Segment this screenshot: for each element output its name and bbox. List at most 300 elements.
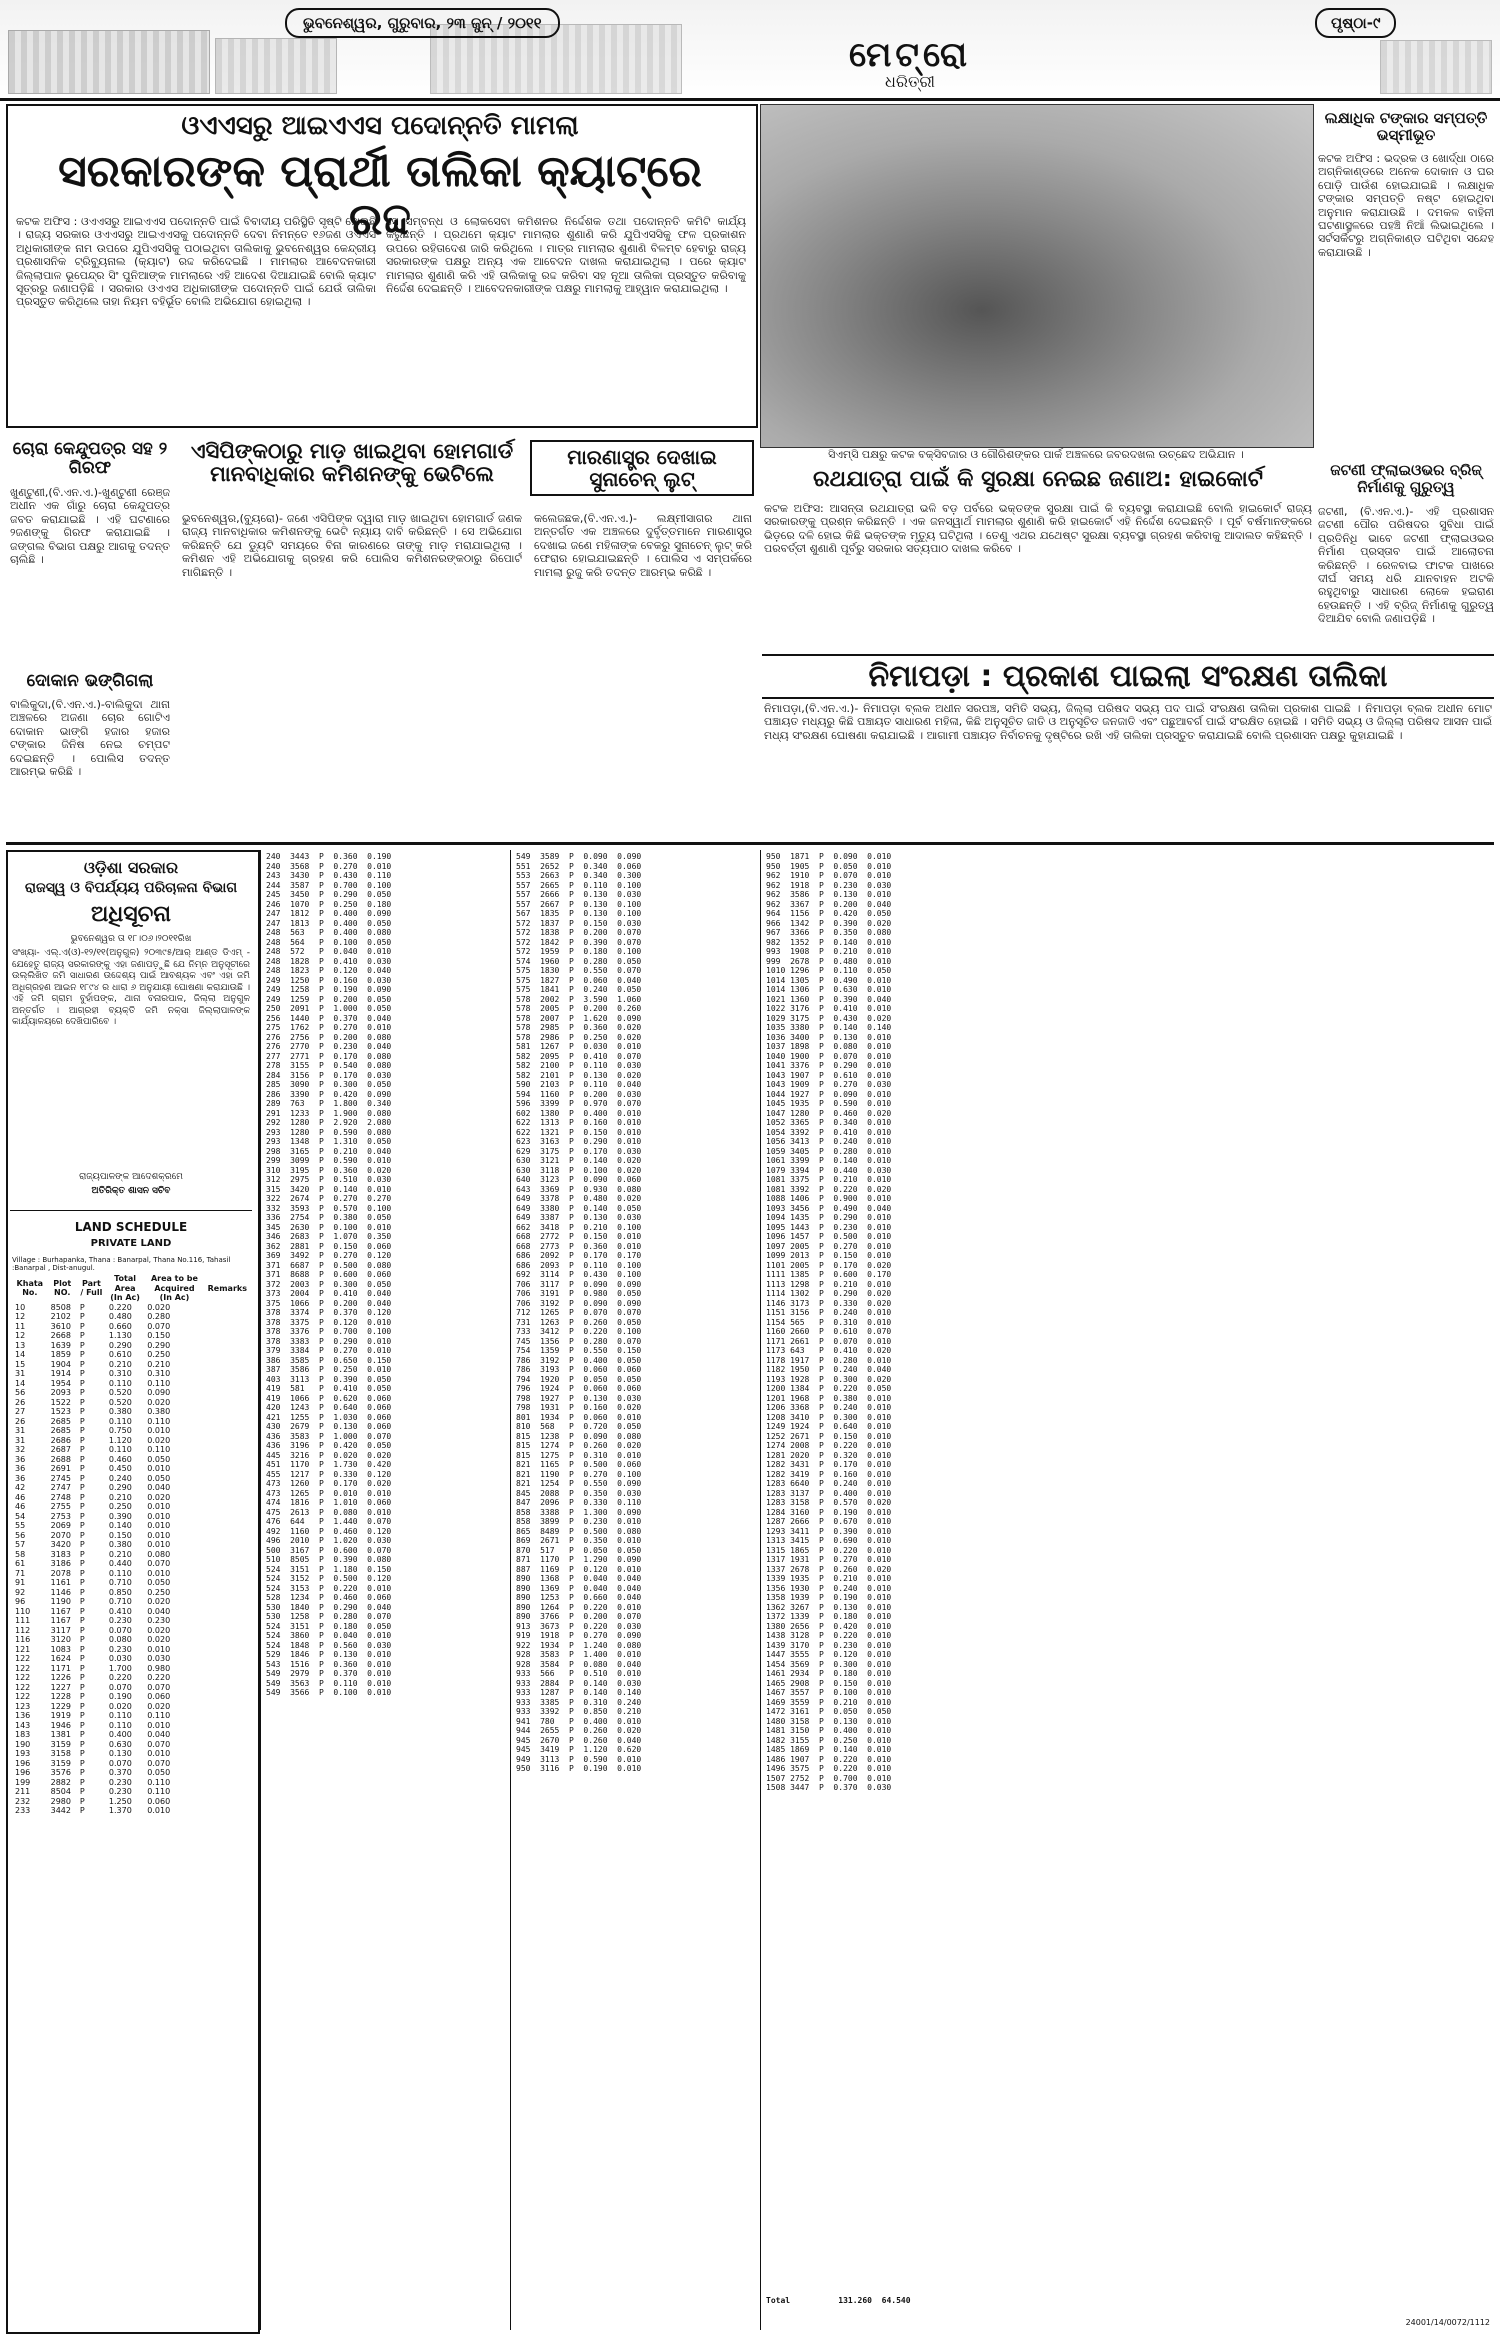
table-cell: 0.060 [147,1796,171,1806]
table-cell: P [79,1730,85,1739]
schedule-line: 933 2884 P 0.140 0.030 [516,1678,642,1688]
table-cell: 0.290 [147,1340,171,1350]
schedule-line: 1111 1385 P 0.600 0.170 [766,1270,892,1279]
temple-illustration-2 [215,38,337,94]
schedule-line: 582 2101 P 0.130 0.020 [516,1070,642,1080]
schedule-line: 1021 1360 P 0.390 0.040 [766,994,892,1004]
schedule-line: 966 1342 P 0.390 0.020 [766,918,892,928]
table-cell: 8504 [50,1787,71,1796]
table-cell [205,1360,250,1370]
schedule-line: 649 3387 P 0.130 0.030 [516,1213,642,1222]
table-cell: 58 [15,1549,26,1559]
table-cell [205,1464,250,1474]
table-cell: P [79,1806,85,1815]
schedule-line: 275 1762 P 0.270 0.010 [266,1023,392,1032]
schedule-line: 249 1259 P 0.200 0.050 [266,994,392,1004]
table-cell [205,1692,250,1702]
schedule-line: 964 1156 P 0.420 0.050 [766,909,892,918]
table-cell [205,1787,250,1797]
table-row [12,1455,250,1465]
schedule-line: 474 1816 P 1.010 0.060 [266,1498,392,1507]
schedule-line: 890 1369 P 0.040 0.040 [516,1583,642,1593]
table-row [12,1806,250,1816]
table-row [12,1369,250,1379]
table-cell: 196 [15,1758,31,1768]
table-cell [205,1721,250,1731]
table-row [12,1664,250,1674]
table-cell: 46 [15,1502,26,1511]
schedule-line: 1358 1939 P 0.190 0.010 [766,1593,892,1602]
table-cell [205,1607,250,1617]
table-cell: 0.040 [147,1606,171,1616]
table-cell [205,1407,250,1417]
chain-snatch-headline: ମାରଣାସ୍ତ୍ର ଦେଖାଇ ସୁନାଚେନ୍ ଲୁଟ୍ [530,440,754,496]
table-cell: 0.070 [147,1559,171,1568]
schedule-line: 256 1440 P 0.370 0.040 [266,1013,392,1023]
table-cell: 1523 [50,1407,71,1416]
table-cell: 0.010 [147,1806,171,1815]
schedule-line: 919 1918 P 0.270 0.090 [516,1631,642,1640]
table-row [12,1797,250,1807]
table-cell: 0.060 [147,1692,171,1701]
table-cell [205,1303,250,1313]
schedule-line: 249 1258 P 0.190 0.090 [266,985,392,994]
table-cell: 36 [15,1454,26,1464]
table-cell: 0.660 [108,1321,132,1331]
schedule-line: 950 3116 P 0.190 0.010 [516,1764,642,1773]
schedule-line: 1356 1930 P 0.240 0.010 [766,1583,892,1593]
table-cell: 0.520 [108,1397,132,1407]
schedule-column-2 [266,852,504,2328]
table-cell [205,1654,250,1664]
table-cell: 0.310 [147,1369,171,1378]
notice-title-govt: ଓଡ଼ିଶା ସରକାର [83,858,179,877]
table-cell [205,1702,250,1712]
table-cell: 0.150 [108,1530,132,1540]
table-cell: P [79,1673,85,1682]
table-row [12,1654,250,1664]
table-cell: P [79,1378,85,1388]
schedule-line: 312 2975 P 0.510 0.030 [266,1175,392,1184]
table-cell: 0.010 [147,1502,171,1511]
schedule-line: 754 1359 P 0.550 0.150 [516,1346,642,1355]
schedule-line: 549 2979 P 0.370 0.010 [266,1669,392,1678]
table-header-cell: Khata No. [16,1278,44,1298]
section-divider [6,842,1494,845]
table-cell: P [79,1777,85,1787]
table-cell: 143 [15,1720,31,1730]
schedule-line: 869 2671 P 0.350 0.010 [516,1536,642,1545]
table-cell: 0.220 [108,1673,132,1682]
table-row [12,1692,250,1702]
table-cell [205,1398,250,1408]
table-cell: 2688 [50,1454,71,1464]
table-cell: 0.020 [147,1635,171,1644]
schedule-line: 1480 3158 P 0.130 0.010 [766,1716,892,1726]
table-header-row [12,1274,250,1303]
table-cell: 2093 [50,1388,71,1397]
table-cell: 0.210 [108,1549,132,1559]
schedule-line: 451 1170 P 1.730 0.420 [266,1460,392,1469]
table-cell: 0.110 [108,1720,132,1730]
table-cell: 1161 [50,1578,71,1587]
table-cell [205,1569,250,1579]
table-cell: 12 [15,1312,26,1321]
table-cell: 0.020 [147,1397,171,1407]
schedule-line: 640 3123 P 0.090 0.060 [516,1175,642,1184]
table-cell [205,1711,250,1721]
table-cell [205,1759,250,1769]
table-header-cell: Part / Full [80,1278,103,1298]
table-cell: 0.230 [147,1616,171,1625]
table-cell: 122 [15,1682,31,1692]
table-cell: 0.050 [147,1473,171,1483]
table-cell: P [79,1559,85,1568]
schedule-line: 1200 1384 P 0.220 0.050 [766,1384,892,1393]
table-row [12,1464,250,1474]
schedule-line: 602 1380 P 0.400 0.010 [516,1108,642,1118]
schedule-line: 922 1934 P 1.240 0.080 [516,1640,642,1650]
table-cell: 1226 [50,1673,71,1682]
schedule-line: 243 3430 P 0.430 0.110 [266,871,392,880]
table-cell: 2069 [50,1521,71,1530]
schedule-line: 419 1066 P 0.620 0.060 [266,1393,392,1403]
table-cell [205,1559,250,1569]
schedule-line: 245 3450 P 0.290 0.050 [266,890,392,899]
table-cell: 0.110 [147,1777,171,1787]
table-cell: 0.230 [108,1644,132,1654]
chain-snatch-body: କଲେଜଛକ,(ବି.ଏନ.ଏ.)- ଲକ୍ଷ୍ମୀସାଗର ଥାନା ଅନ୍ତର୍ଗତ ଏକ ଅଞ୍ଚଳରେ ଦୁର୍ବୃତ୍ତମାନେ ମାରଣାସ୍ତ୍ର ଦେଖାଇ ଜଣେ ମହିଳାଙ୍କ ବେକରୁ ସୁନାଚେନ୍ ଲୁଟ୍ କରି ଫେରାର ହୋଇଯାଇଛନ୍ତି । ପୋଲିସ ଏ ସମ୍ପର୍କରେ ମାମଲା ରୁଜୁ କରି ତଦନ୍ତ ଆରମ୍ଭ କରିଛି । [534,512,752,579]
table-cell: 2078 [50,1568,71,1578]
table-cell: 0.190 [108,1692,132,1701]
schedule-line: 578 2002 P 3.590 1.060 [516,994,642,1004]
schedule-line: 1485 1869 P 0.140 0.010 [766,1745,892,1754]
schedule-line: 240 3443 P 0.360 0.190 [266,852,392,861]
table-cell [205,1445,250,1455]
nimapada-body: ନିମାପଡ଼ା,(ବି.ଏନ.ଏ.)- ନିମାପଡ଼ା ବ୍ଲକ ଅଧୀନ ସରପଞ୍ଚ, ସମିତି ସଭ୍ୟ, ଜିଲ୍ଲା ପରିଷଦ ସଭ୍ୟ ପଦ ପାଇଁ ସଂରକ୍ଷଣ ତାଲିକା ପ୍ରକାଶ ପାଇଛି । ନିମାପଡ଼ା ବ୍ଲକ ଅଧୀନ ମୋଟ ପଞ୍ଚାୟତ ମଧ୍ୟରୁ କିଛି ପଞ୍ଚାୟତ ସାଧାରଣ ମହିଳା, କିଛି ଅନୁସୂଚିତ ଜାତି ଓ ଅନୁସୂଚିତ ଜନଜାତି ଏବଂ ପଛୁଆବର୍ଗ ପାଇଁ ସଂରକ୍ଷିତ ହୋଇଛି । ସମିତି ସଭ୍ୟ ଓ ଜିଲ୍ଲା ପରିଷଦ ଆସନ ପାଇଁ ମଧ୍ୟ ସଂରକ୍ଷଣ ଘୋଷଣା କରାଯାଇଛି । ଆଗାମୀ ପଞ୍ଚାୟତ ନିର୍ବାଚନକୁ ଦୃଷ୍ଟିରେ ରଖି ଏହି ତାଲିକା ପ୍ରସ୍ତୁତ କରାଯାଇଛି ବୋଲି ପ୍ରଶାସନ ପକ୍ଷରୁ କୁହାଯାଇଛି । [764,702,1492,742]
schedule-line: 1054 3392 P 0.410 0.010 [766,1127,892,1137]
schedule-line: 436 3196 P 0.420 0.050 [266,1441,392,1450]
newspaper-logo [760,36,1060,92]
schedule-line: 1438 3128 P 0.220 0.010 [766,1631,892,1640]
table-cell: P [79,1530,85,1540]
lead-body-right: ସେ ସମ୍ବନ୍ଧ ଓ ଲୋକସେବା କମିଶନର ନିର୍ଦ୍ଦେଶକ ତଥା ପଦୋନ୍ନତି କମିଟି କାର୍ଯ୍ୟ କରୁଛନ୍ତି । ପ୍ରଥମେ କ୍ୟାଟ ମାମଲାର ଶୁଣାଣି କରି ଯୁପିଏସସିକୁ ଫଳ ପ୍ରକାଶନ ଉପରେ ରହିତାଦେଶ ଜାରି କରିଥିଲେ । ମାତ୍ର ମାମଲାର ଶୁଣାଣି ବିଳମ୍ବ ହେବାରୁ ରାଜ୍ୟ ସରକାରଙ୍କ ପକ୍ଷରୁ ଅନ୍ୟ ଏକ ଆବେଦନ ଦାଖଲ କରାଯାଇଥିଲା । ପରେ କ୍ୟାଟ ମାମଲାର ଶୁଣାଣି କରି ଏହି ତାଲିକାକୁ ରଦ୍ଦ କରିବା ସହ ନୂଆ ତାଲିକା ପ୍ରସ୍ତୁତ କରିବାକୁ ନିର୍ଦ୍ଦେଶ ଦେଇଛନ୍ତି । ଆବେଦନକାରୀଙ୍କ ପକ୍ଷରୁ ମାମଲାକୁ ଆହ୍ୱାନ କରାଯାଇଥିଲା । [386,215,746,296]
table-row [12,1322,250,1332]
schedule-line: 248 564 P 0.100 0.050 [266,937,392,947]
dome-illustration [1380,40,1492,94]
table-row [12,1445,250,1455]
table-cell: P [79,1454,85,1464]
schedule-line: 524 3152 P 0.500 0.120 [266,1574,392,1583]
schedule-line: 582 2100 P 0.110 0.030 [516,1061,642,1070]
schedule-line: 1043 1907 P 0.610 0.010 [766,1070,892,1080]
rathayatra-body: କଟକ ଅଫିସ: ଆସନ୍ତା ରଥଯାତ୍ରା ଭଳି ବଡ଼ ପର୍ବରେ ଭକ୍ତଙ୍କ ସୁରକ୍ଷା ପାଇଁ କି ବ୍ୟବସ୍ଥା କରାଯାଇଛି ବୋଲି ହାଇକୋର୍ଟ ରାଜ୍ୟ ସରକାରଙ୍କୁ ପ୍ରଶ୍ନ କରିଛନ୍ତି । ଏକ ଜନସ୍ୱାର୍ଥ ମାମଲାର ଶୁଣାଣି କରି ହାଇକୋର୍ଟ ଏହି ନିର୍ଦ୍ଦେଶ ଦେଇଛନ୍ତି । ପୂର୍ବ ବର୍ଷମାନଙ୍କରେ ଭିଡ଼ରେ ଦଳି ହୋଇ କିଛି ଭକ୍ତଙ୍କ ମୃତ୍ୟୁ ଘଟିଥିଲା । ତେଣୁ ଏଥର ଯଥେଷ୍ଟ ସୁରକ୍ଷା ବ୍ୟବସ୍ଥା ଗ୍ରହଣ କରିବାକୁ ଆଦାଲତ କହିଛନ୍ତି । ପରବର୍ତ୍ତୀ ଶୁଣାଣି ପୂର୍ବରୁ ସରକାର ସତ୍ୟପାଠ ଦାଖଲ କରିବେ । [764,502,1312,556]
table-cell: 0.070 [147,1739,171,1749]
table-cell: 110 [15,1606,31,1616]
table-cell: 0.130 [108,1749,132,1758]
schedule-line: 706 3192 P 0.090 0.090 [516,1298,642,1308]
table-cell: 2980 [50,1796,71,1806]
schedule-line: 1496 3575 P 0.220 0.010 [766,1764,892,1773]
table-cell: 3117 [50,1625,71,1635]
table-cell [205,1597,250,1607]
table-cell: 0.230 [108,1787,132,1796]
schedule-line: 372 2003 P 0.300 0.050 [266,1279,392,1289]
table-cell: 0.050 [147,1768,171,1777]
table-row [12,1379,250,1389]
table-cell: 122 [15,1654,31,1663]
schedule-line: 796 1924 P 0.060 0.060 [516,1384,642,1393]
table-cell [205,1417,250,1427]
schedule-line: 668 2773 P 0.360 0.010 [516,1241,642,1251]
schedule-line: 662 3418 P 0.210 0.100 [516,1222,642,1232]
schedule-line: 524 3151 P 0.180 0.050 [266,1621,392,1631]
schedule-line: 967 3366 P 0.350 0.080 [766,928,892,937]
schedule-line: 945 3419 P 1.120 0.620 [516,1745,642,1754]
table-cell: 71 [15,1568,26,1578]
table-cell: P [79,1388,85,1397]
schedule-line: 284 3156 P 0.170 0.030 [266,1070,392,1080]
table-cell: 0.020 [147,1302,171,1312]
schedule-line: 524 3151 P 1.180 0.150 [266,1564,392,1574]
table-cell: 3159 [50,1758,71,1768]
table-header-cell: Remarks [207,1283,247,1293]
notice-order: ରାଜ୍ୟପାଳଙ୍କ ଆଦେଶକ୍ରମେ [79,1172,183,1182]
table-cell: P [79,1473,85,1483]
table-cell: 136 [15,1711,31,1720]
table-cell: P [79,1625,85,1635]
table-row [12,1521,250,1531]
schedule-line: 944 2655 P 0.260 0.020 [516,1726,642,1735]
schedule-line: 420 1243 P 0.640 0.060 [266,1403,392,1412]
table-cell: 1954 [50,1378,71,1388]
schedule-line: 982 1352 P 0.140 0.010 [766,937,892,947]
table-cell: 0.110 [147,1445,171,1454]
table-cell: 0.220 [147,1673,171,1682]
schedule-line: 524 3860 P 0.040 0.010 [266,1631,392,1640]
schedule-line: 575 1830 P 0.550 0.070 [516,966,642,975]
table-row [12,1768,250,1778]
schedule-line: 1439 3170 P 0.230 0.010 [766,1640,892,1650]
table-cell: P [79,1796,85,1806]
schedule-line: 1249 1924 P 0.640 0.010 [766,1422,892,1431]
schedule-line: 594 1160 P 0.200 0.030 [516,1089,642,1099]
table-cell: P [79,1416,85,1426]
table-cell [205,1664,250,1674]
schedule-line: 1099 2013 P 0.150 0.010 [766,1251,892,1260]
table-cell: 3186 [50,1559,71,1568]
table-cell [205,1540,250,1550]
schedule-line: 436 3583 P 1.000 0.070 [266,1431,392,1441]
table-cell: P [79,1616,85,1625]
table-cell: P [79,1321,85,1331]
table-cell: 92 [15,1587,26,1597]
schedule-line: 1461 2934 P 0.180 0.010 [766,1669,892,1678]
table-cell [205,1797,250,1807]
table-cell: P [79,1426,85,1435]
schedule-line: 949 3113 P 0.590 0.010 [516,1754,642,1764]
schedule-line: 649 3378 P 0.480 0.020 [516,1194,642,1203]
table-row [12,1597,250,1607]
table-cell: 2748 [50,1492,71,1502]
schedule-line: 557 2667 P 0.130 0.100 [516,899,642,909]
table-cell: 233 [15,1806,31,1815]
schedule-line: 999 2678 P 0.480 0.010 [766,956,892,966]
schedule-line: 962 1910 P 0.070 0.010 [766,871,892,880]
table-cell: P [79,1302,85,1312]
schedule-line: 244 3587 P 0.700 0.100 [266,880,392,890]
table-cell: P [79,1587,85,1597]
table-cell: 0.480 [108,1312,132,1321]
schedule-line: 928 3583 P 1.400 0.010 [516,1650,642,1659]
table-row [12,1569,250,1579]
table-cell: 0.020 [147,1701,171,1711]
schedule-line: 786 3193 P 0.060 0.060 [516,1365,642,1374]
table-cell: 1639 [50,1340,71,1350]
schedule-line: 1293 3411 P 0.390 0.010 [766,1526,892,1536]
table-cell: 3420 [50,1540,71,1549]
table-cell: 0.750 [108,1426,132,1435]
table-cell: 0.380 [108,1407,132,1416]
table-cell: 2685 [50,1416,71,1426]
table-cell: 0.110 [147,1416,171,1426]
table-cell: 0.230 [108,1616,132,1625]
table-cell: 1904 [50,1359,71,1369]
table-cell: P [79,1540,85,1549]
schedule-line: 403 3113 P 0.390 0.050 [266,1374,392,1384]
table-cell: 1624 [50,1654,71,1663]
table-cell [205,1730,250,1740]
schedule-line: 686 2093 P 0.110 0.100 [516,1260,642,1270]
table-cell: 1227 [50,1682,71,1692]
schedule-line: 1040 1900 P 0.070 0.010 [766,1051,892,1061]
table-cell: 0.010 [147,1720,171,1730]
table-cell: 0.070 [108,1625,132,1635]
schedule-line: 1193 1928 P 0.300 0.020 [766,1374,892,1384]
schedule-line: 276 2770 P 0.230 0.040 [266,1042,392,1051]
schedule-line: 578 2005 P 0.200 0.260 [516,1004,642,1013]
table-cell: 0.250 [108,1502,132,1511]
table-cell: 31 [15,1369,26,1378]
kendu-body: ଖୁଣ୍ଟୁଣୀ,(ବି.ଏନ.ଏ.)-ଖୁଣ୍ଟୁଣୀ ରେଞ୍ଜ ଅଧୀନ ଏକ ଗାଁରୁ ଚୋରା କେନ୍ଦୁପତ୍ର ଜବତ କରାଯାଇଛି । ଏହି ଘଟଣାରେ ୨ଜଣଙ୍କୁ ଗିରଫ କରାଯାଇଛି । ଜଙ୍ଗଲ ବିଭାଗ ପକ୍ଷରୁ ଆଗକୁ ତଦନ୍ତ ଚାଲିଛି । [10,486,170,567]
schedule-line: 821 1165 P 0.500 0.060 [516,1460,642,1469]
table-cell: 112 [15,1625,31,1635]
table-row [12,1616,250,1626]
schedule-line: 1035 3380 P 0.140 0.140 [766,1023,892,1032]
schedule-line: 950 1905 P 0.050 0.010 [766,861,892,871]
schedule-line: 1206 3368 P 0.240 0.010 [766,1403,892,1412]
table-cell: 57 [15,1540,26,1549]
table-cell: 1190 [50,1597,71,1606]
table-cell: 1859 [50,1350,71,1359]
schedule-line: 332 3593 P 0.570 0.100 [266,1203,392,1213]
notice-dateline: ଭୁବନେଶ୍ୱର ତା ୧୮।୦୬।୨୦୧୧ରିଖ [70,934,192,944]
schedule-line: 421 1255 P 1.030 0.060 [266,1412,392,1422]
table-cell [205,1588,250,1598]
table-cell: 1228 [50,1692,71,1701]
table-cell: 0.630 [108,1739,132,1749]
schedule-line: 1362 3267 P 0.130 0.010 [766,1602,892,1612]
schedule-line: 346 2683 P 1.070 0.350 [266,1232,392,1241]
notice-divider [10,1210,252,1211]
schedule-line: 551 2652 P 0.340 0.060 [516,861,642,871]
schedule-line: 1173 643 P 0.410 0.020 [766,1346,892,1355]
schedule-line: 299 3099 P 0.590 0.010 [266,1156,392,1165]
schedule-line: 815 1238 P 0.090 0.080 [516,1431,642,1441]
table-cell [205,1683,250,1693]
schedule-line: 668 2772 P 0.150 0.010 [516,1232,642,1241]
schedule-line: 1281 2020 P 0.320 0.010 [766,1450,892,1460]
table-cell: P [79,1749,85,1758]
table-cell [205,1341,250,1351]
table-cell [205,1322,250,1332]
table-cell: 0.210 [108,1359,132,1369]
schedule-line: 643 3369 P 0.930 0.080 [516,1184,642,1194]
schedule-line: 629 3175 P 0.170 0.030 [516,1146,642,1156]
table-row [12,1721,250,1731]
table-header-cell: Area to be Acquired (In Ac) [150,1274,198,1302]
table-cell: 1946 [50,1720,71,1730]
table-cell: 26 [15,1416,26,1426]
table-row [12,1749,250,1759]
table-cell: P [79,1340,85,1350]
table-cell: 0.110 [147,1378,171,1388]
table-cell [205,1455,250,1465]
temple-illustration [8,30,210,94]
table-cell: 2691 [50,1464,71,1473]
table-cell: P [79,1597,85,1606]
table-row [12,1303,250,1313]
schedule-line: 928 3584 P 0.080 0.040 [516,1659,642,1669]
schedule-line: 1052 3365 P 0.340 0.010 [766,1118,892,1127]
schedule-village: Village : Burhapanka, Thana : Banarpal, Thana No.116, Tahasil :Banarpal , Dist-anugul. [12,1256,231,1272]
schedule-line: 1317 1931 P 0.270 0.010 [766,1555,892,1564]
table-cell: 0.020 [147,1597,171,1606]
photo-caption: ସିଏମ୍‌ସି ପକ୍ଷରୁ କଟକ ବକ୍ସିବଜାର ଓ ଗୌରିଶଙ୍କର ପାର୍କ ଅଞ୍ଚଳରେ ଜବରଦଖଲ ଉଚ୍ଛେଦ ଅଭିଯାନ । [828,448,1244,461]
schedule-line: 821 1254 P 0.550 0.090 [516,1479,642,1488]
table-cell: 0.310 [108,1369,132,1378]
schedule-line: 473 1265 P 0.010 0.010 [266,1488,392,1498]
schedule-line: 623 3163 P 0.290 0.010 [516,1137,642,1146]
table-cell: 0.110 [147,1787,171,1796]
schedule-line: 630 3118 P 0.100 0.020 [516,1165,642,1175]
table-row [12,1388,250,1398]
table-cell [205,1483,250,1493]
table-cell: 0.240 [108,1473,132,1483]
schedule-line: 1283 3158 P 0.570 0.020 [766,1498,892,1507]
table-cell: 2686 [50,1435,71,1445]
table-cell: 0.080 [147,1549,171,1559]
table-cell: 0.520 [108,1388,132,1397]
table-cell: P [79,1654,85,1663]
schedule-line: 248 572 P 0.040 0.010 [266,947,392,956]
table-cell: 0.070 [147,1682,171,1692]
schedule-line: 692 3114 P 0.430 0.100 [516,1270,642,1279]
schedule-line: 798 1927 P 0.130 0.030 [516,1393,642,1403]
schedule-line: 430 2679 P 0.130 0.060 [266,1422,392,1431]
table-cell: P [79,1701,85,1711]
logo-main: ମେଟ୍ରୋ [848,35,972,75]
table-cell: P [79,1768,85,1777]
schedule-line: 858 3388 P 1.300 0.090 [516,1507,642,1517]
schedule-line: 1337 2678 P 0.260 0.020 [766,1564,892,1574]
schedule-line: 1014 1305 P 0.490 0.010 [766,975,892,985]
flyover-headline: ଜଟଣୀ ଫ୍ଲାଇଓଭର ବ୍ରିଜ୍ ନିର୍ମାଣକୁ ଗୁରୁତ୍ୱ [1330,461,1482,496]
table-cell: 0.400 [108,1730,132,1739]
schedule-line: 476 644 P 1.440 0.070 [266,1517,392,1526]
table-cell: 190 [15,1739,31,1749]
table-cell: 2753 [50,1511,71,1521]
